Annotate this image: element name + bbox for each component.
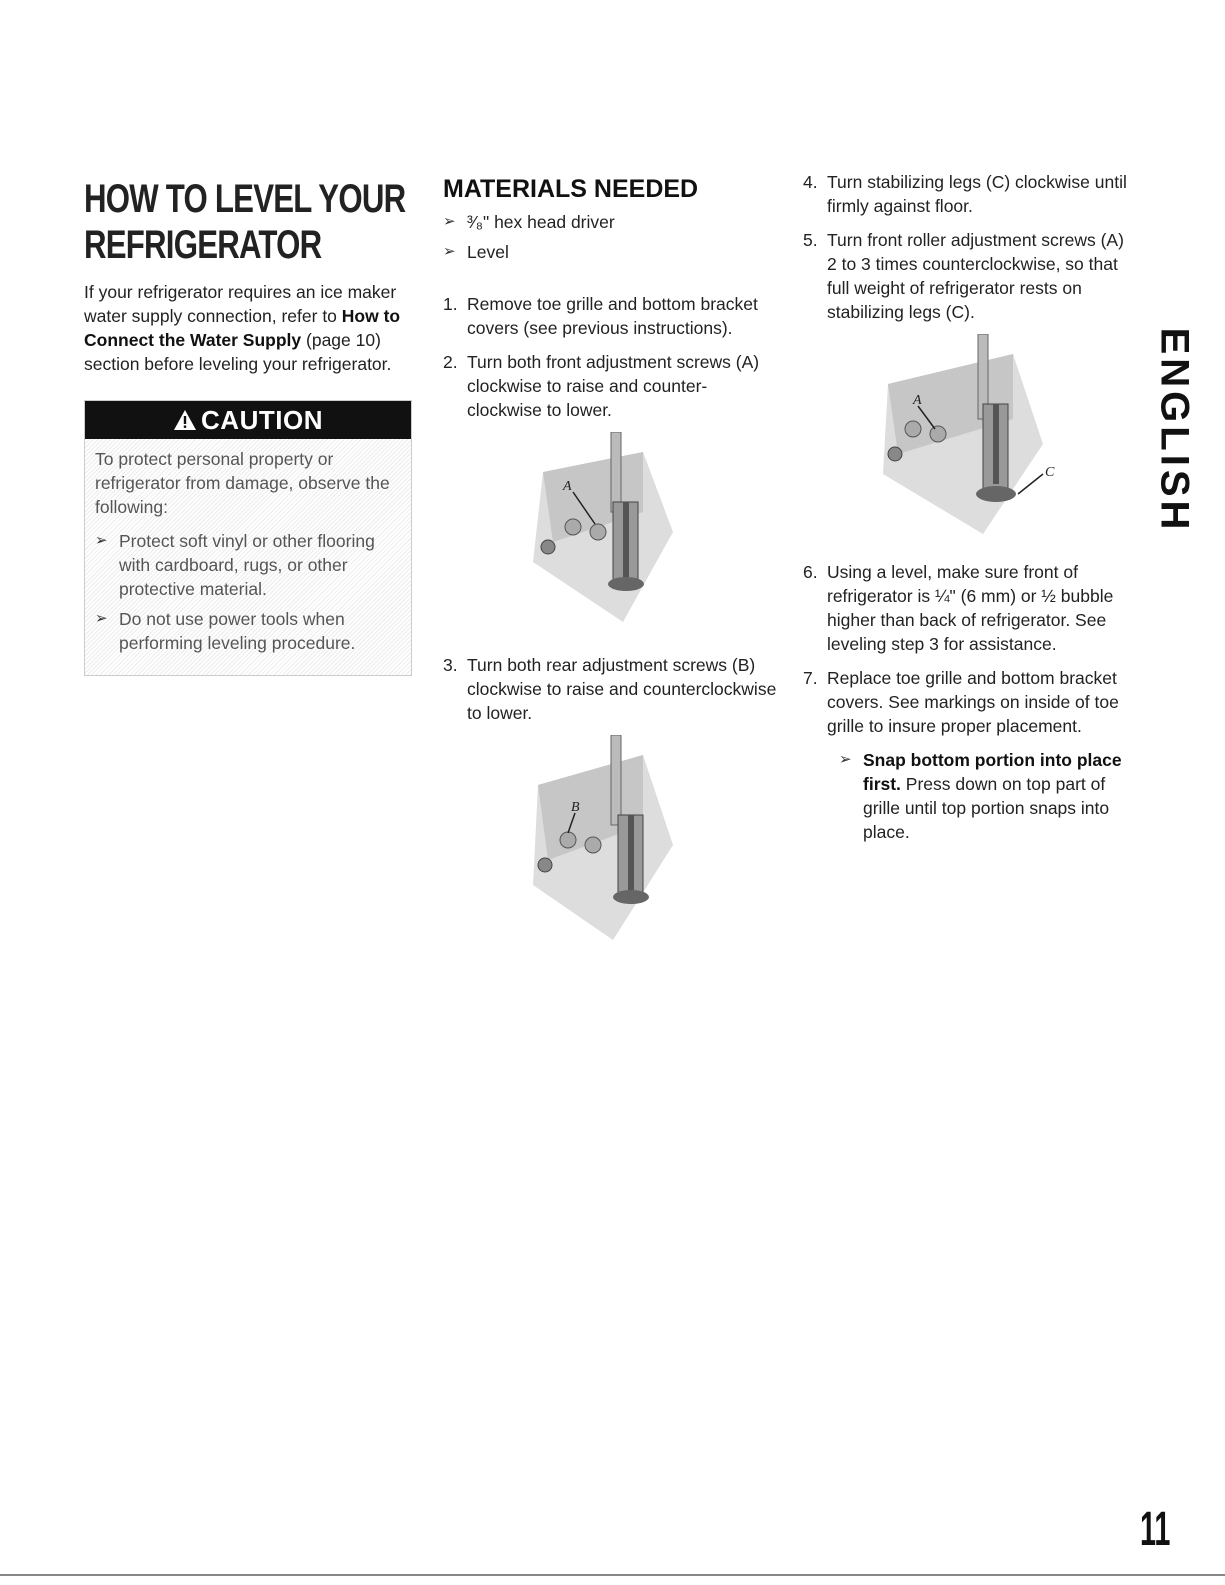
step-text: Replace toe grille and bottom bracket covers. See markings on inside of toe grille to insure proper placement. xyxy=(827,668,1119,736)
caution-header xyxy=(85,401,411,439)
material-item: ³⁄₈" hex head driver xyxy=(467,212,615,232)
figure-rear-screws xyxy=(513,735,778,955)
figure-front-screws xyxy=(513,432,778,637)
label-b: B xyxy=(571,800,580,815)
language-side-tab xyxy=(1149,325,1199,535)
footer-rule xyxy=(0,1574,1225,1576)
step-number: 2. xyxy=(443,352,458,372)
substep-rest: Press down on top part of grille until top portion snaps into place. xyxy=(863,774,1110,842)
step-5 xyxy=(803,228,1138,324)
step-7 xyxy=(803,666,1138,738)
warning-icon xyxy=(173,409,197,431)
step-number: 1. xyxy=(443,294,458,314)
list-item xyxy=(443,210,778,234)
figure-stabilizing-legs xyxy=(873,334,1138,544)
step-number: 5. xyxy=(803,230,818,250)
substep-text xyxy=(863,748,1138,844)
substep xyxy=(839,748,1138,844)
step-number: 4. xyxy=(803,172,818,192)
step-4 xyxy=(803,170,1138,218)
right-column xyxy=(803,170,1138,844)
step-text: Turn both rear adjustment screws (B) clockwise to raise and counterclockwise to lower. xyxy=(467,655,777,723)
materials-list xyxy=(443,210,778,264)
intro-paragraph xyxy=(84,280,412,376)
caution-body xyxy=(85,439,411,675)
step-1 xyxy=(443,292,778,340)
left-column xyxy=(84,170,412,676)
caution-box xyxy=(84,400,412,676)
caution-bullet xyxy=(95,529,401,601)
middle-column xyxy=(443,170,778,971)
caution-heading: CAUTION xyxy=(201,405,323,435)
step-text: Turn stabilizing legs (C) clockwise until firmly against floor. xyxy=(827,172,1127,216)
step-3 xyxy=(443,653,778,725)
caution-bullet xyxy=(95,607,401,655)
intro-text-after: (page 10) section before leveling your refrigerator. xyxy=(84,330,392,374)
label-c: C xyxy=(1045,465,1055,480)
step-text: Using a level, make sure front of refrigerator is ¼" (6 mm) or ½ bubble higher than back of refrigerator. See leveling step 3 for assistance. xyxy=(827,562,1114,654)
list-item xyxy=(443,240,778,264)
step-text: Turn both front adjustment screws (A) clockwise to raise and counter-clockwise to lower. xyxy=(467,352,760,420)
caution-bullet-text: Do not use power tools when performing leveling procedure. xyxy=(119,609,356,653)
arrow-bullet-icon: ➢ xyxy=(443,243,456,260)
intro-link-text: How to Connect the Water Supply xyxy=(84,306,401,350)
step-number: 3. xyxy=(443,655,458,675)
step-2 xyxy=(443,350,778,422)
stabilizing-leg-illustration xyxy=(873,334,1073,539)
caution-bullet-text: Protect soft vinyl or other flooring with cardboard, rugs, or other protective material. xyxy=(119,531,375,599)
caution-text: To protect personal property or refrigerator from damage, observe the following: xyxy=(95,449,390,517)
arrow-bullet-icon: ➢ xyxy=(95,532,108,549)
label-a: A xyxy=(913,393,922,408)
intro-text-before: If your refrigerator requires an ice maker water supply connection, refer to xyxy=(84,282,397,326)
step-number: 7. xyxy=(803,668,818,688)
label-a: A xyxy=(563,479,572,494)
arrow-bullet-icon: ➢ xyxy=(443,213,456,230)
material-item: Level xyxy=(467,242,509,262)
rear-screw-illustration xyxy=(513,735,683,950)
step-text: Turn front roller adjustment screws (A) 2 to 3 times counterclockwise, so that full weight of refrigerator rests on stabilizing legs (C). xyxy=(827,230,1124,322)
page-number: 11 xyxy=(1140,1503,1171,1556)
materials-heading: MATERIALS NEEDED xyxy=(443,175,699,203)
front-screw-illustration xyxy=(513,432,683,632)
page-title: HOW TO LEVEL YOUR REFRIGERATOR xyxy=(84,177,406,267)
step-text: Remove toe grille and bottom bracket covers (see previous instructions). xyxy=(467,294,758,338)
step-number: 6. xyxy=(803,562,818,582)
arrow-bullet-icon: ➢ xyxy=(95,610,108,627)
language-label: ENGLISH xyxy=(1152,327,1197,533)
arrow-bullet-icon: ➢ xyxy=(839,751,852,768)
step-6 xyxy=(803,560,1138,656)
substep-bold: Snap bottom portion into place first. xyxy=(863,750,1122,794)
